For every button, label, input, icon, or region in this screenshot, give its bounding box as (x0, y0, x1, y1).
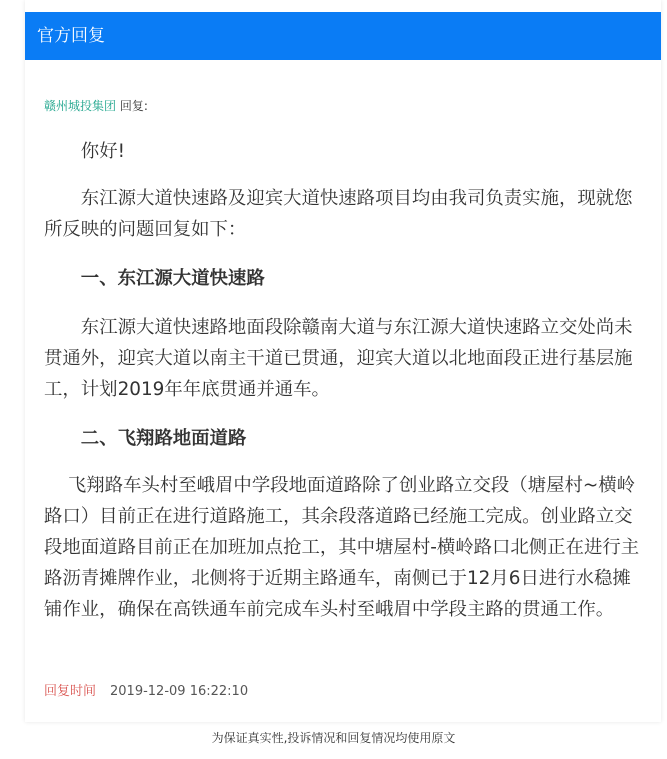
org-link[interactable]: 赣州城投集团 (44, 99, 117, 113)
official-reply-header (25, 12, 661, 60)
reply-time-value: 2019-12-09 16:22:10 (110, 684, 249, 699)
section1-title: 一、东江源大道快速路 (80, 268, 265, 289)
intro-paragraph: 东江源大道快速路及迎宾大道快速路项目均由我司负责实施，现就您所反映的问题回复如下： (44, 188, 633, 240)
reply-content (44, 136, 644, 625)
authenticity-note: 为保证真实性,投诉情况和回复情况均使用原文 (211, 731, 456, 745)
section1-body: 东江源大道快速路地面段除赣南大道与东江源大道快速路立交处尚未贯通外，迎宾大道以南主干道已贯通，迎宾大道以北地面段正进行基层施工，计划2019年年底贯通并通车。 (44, 317, 633, 400)
reply-suffix: 回复: (116, 99, 148, 113)
reply-panel (25, 0, 661, 722)
header-title: 官方回复 (37, 26, 105, 46)
reply-time-label: 回复时间 (44, 684, 97, 699)
section2-title: 二、飞翔路地面道路 (80, 428, 247, 449)
section2-body: 飞翔路车头村至峨眉中学段地面道路除了创业路立交段（塘屋村~横岭路口）目前正在进行道路施工，其余段落道路已经施工完成。创业路立交段地面道路目前正在加班加点抢工，其中塘屋村-横岭路口北侧正在进行主路沥青摊牌作业，北侧将于近期主路通车，南侧已于12月6日进行水稳摊铺作业，确保在高铁通车前完成车头村至峨眉中学段主路的贯通工作。 (44, 475, 640, 620)
reply-time (44, 682, 248, 702)
reply-from-line (44, 96, 148, 116)
greeting: 你好! (80, 141, 125, 162)
